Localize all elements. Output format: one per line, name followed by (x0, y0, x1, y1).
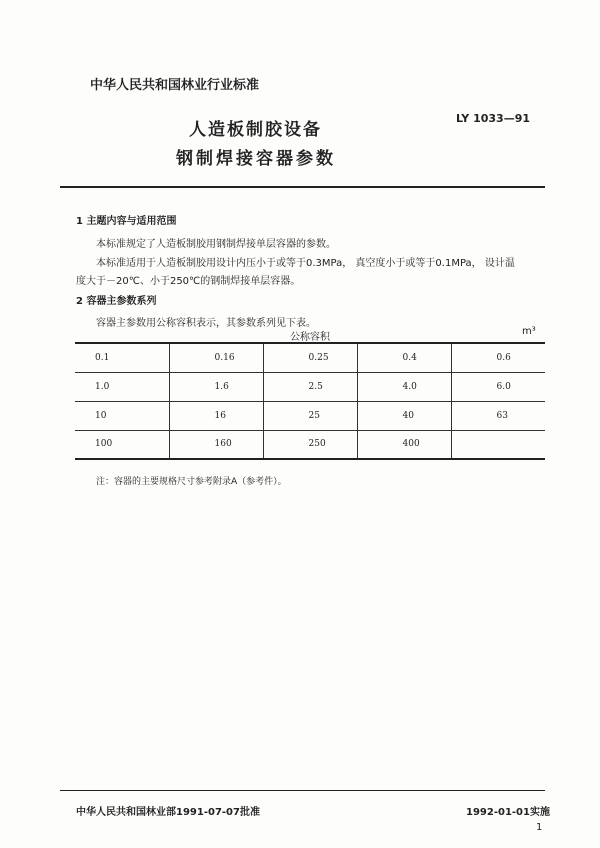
table-cell: 400 (357, 430, 451, 459)
table-row (75, 430, 545, 459)
table-cell: 0.16 (169, 343, 263, 372)
table-cell: 100 (75, 430, 169, 459)
section2-para: 容器主参数用公称容积表示，其参数系列见下表。 (96, 318, 316, 329)
issuing-org: 中华人民共和国林业行业标准 (90, 78, 260, 93)
section1-heading: 1 主题内容与适用范围 (76, 216, 177, 227)
table-cell (451, 430, 545, 459)
section1-para2a: 本标准适用于人造板制胶用设计内压小于或等于0.3MPa， 真空度小于或等于0.1MPa， 设计温 (96, 258, 515, 269)
table-cell: 63 (451, 401, 545, 430)
table-cell: 40 (357, 401, 451, 430)
table-row (75, 372, 545, 401)
table-cell: 16 (169, 401, 263, 430)
page-number: 1 (536, 822, 543, 833)
table-note: 注：容器的主要规格尺寸参考附录A（参考件）。 (96, 477, 287, 487)
title-line-2: 钢制焊接容器参数 (176, 149, 336, 169)
table-cell: 4.0 (357, 372, 451, 401)
footer-rule (60, 790, 545, 791)
title-line-1: 人造板制胶设备 (189, 120, 322, 140)
approval-text: 中华人民共和国林业部1991-07-07批准 (76, 807, 260, 818)
section1-para2b: 度大于－20℃、小于250℃的钢制焊接单层容器。 (76, 276, 301, 287)
table-cell: 1.6 (169, 372, 263, 401)
section1-para1: 本标准规定了人造板制胶用钢制焊接单层容器的参数。 (96, 239, 336, 250)
section2-heading: 2 容器主参数系列 (76, 296, 157, 307)
table-title: 公称容积 (290, 332, 330, 343)
table-cell: 160 (169, 430, 263, 459)
table-cell: 0.25 (263, 343, 357, 372)
table-unit: m³ (522, 326, 536, 337)
table-cell: 25 (263, 401, 357, 430)
volume-table (75, 342, 545, 460)
table-row (75, 401, 545, 430)
table-cell: 0.1 (75, 343, 169, 372)
table-cell: 250 (263, 430, 357, 459)
table-cell: 6.0 (451, 372, 545, 401)
header-rule (60, 186, 545, 188)
table-cell: 10 (75, 401, 169, 430)
standard-code: LY 1033—91 (456, 112, 531, 125)
table-cell: 0.6 (451, 343, 545, 372)
table-cell: 1.0 (75, 372, 169, 401)
table-cell: 0.4 (357, 343, 451, 372)
table-row (75, 343, 545, 372)
effective-date: 1992-01-01实施 (466, 807, 550, 818)
table-cell: 2.5 (263, 372, 357, 401)
